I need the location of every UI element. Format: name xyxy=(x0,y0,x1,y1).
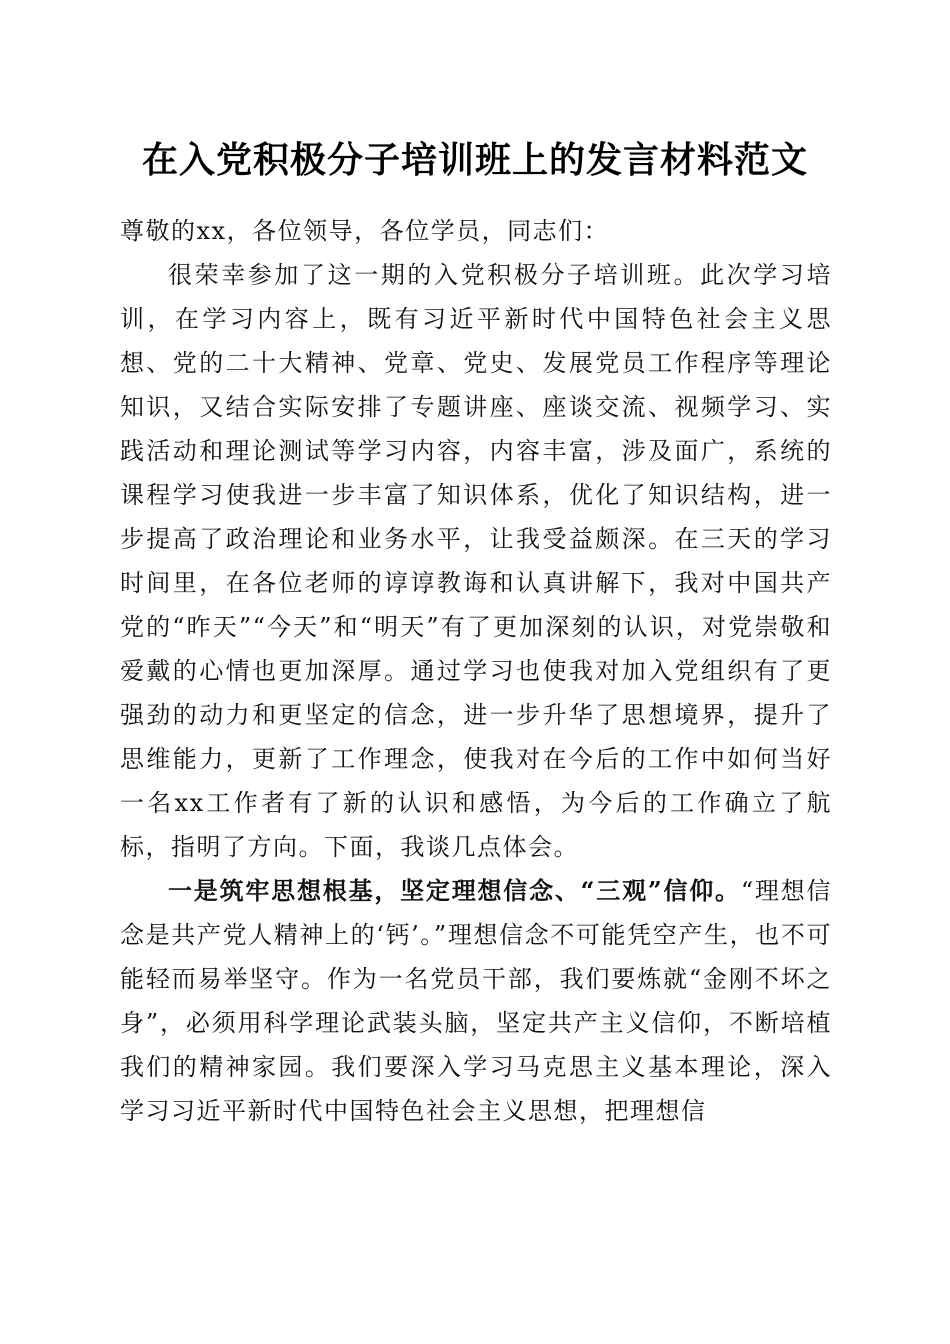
paragraph-1-text: 很荣幸参加了这一期的入党积极分子培训班。此次学习培训，在学习内容上，既有习近平新时代中国特色社会主义思想、党的二十大精神、党章、党史、发展党员工作程序等理论知识，又结合实际安排了专题讲座、座谈交流、视频学习、实践活动和理论测试等学习内容，内容丰富，涉及面广，系统的课程学习使我进一步丰富了知识体系，优化了知识结构，进一步提高了政治理论和业务水平，让我受益颇深。在三天的学习时间里，在各位老师的谆谆教诲和认真讲解下，我对中国共产党的“昨天”“今天”和“明天”有了更加深刻的认识，对党崇敬和爱戴的心情也更加深厚。通过学习也使我对加入党组织有了更强劲的动力和更坚定的信念，进一步升华了思想境界，提升了思维能力，更新了工作理念，使我对在今后的工作中如何当好一名xx工作者有了新的认识和感悟，为今后的工作确立了航标，指明了方向。下面，我谈几点体会。 xyxy=(120,261,832,861)
paragraph-2 xyxy=(120,869,832,1133)
document-title: 在入党积极分子培训班上的发言材料范文 xyxy=(141,139,808,181)
paragraph-2-lead: 一是筑牢思想根基，坚定理想信念、“三观”信仰。 xyxy=(168,876,741,905)
paragraph-2-text: “理想信念是共产党人精神上的‘钙’。”理想信念不可能凭空产生，也不可能轻而易举坚守。作为一名党员干部，我们要炼就“金刚不坏之身”，必须用科学理论武装头脑，坚定共产主义信仰，不断培植我们的精神家园。我们要深入学习马克思主义基本理论，深入学习习近平新时代中国特色社会主义思想，把理想信 xyxy=(120,877,832,1125)
document-body xyxy=(120,209,832,1133)
salutation: 尊敬的xx，各位领导，各位学员，同志们： xyxy=(120,217,610,245)
paragraph-1 xyxy=(120,253,832,869)
